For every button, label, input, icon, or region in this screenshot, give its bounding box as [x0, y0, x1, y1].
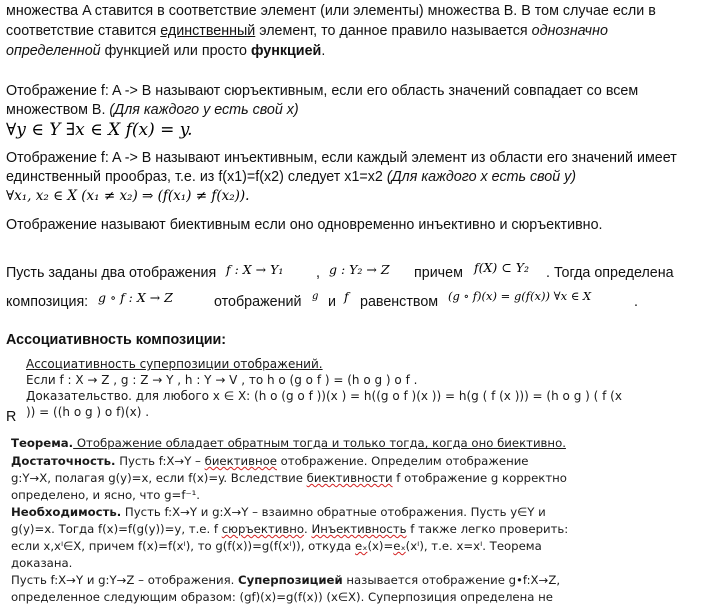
surjective-text: множеством B. — [6, 102, 110, 118]
theorem-line-6 — [11, 521, 568, 537]
assoc-heading: Ассоциативность композиции: — [6, 332, 227, 348]
bold-term: функцией — [250, 43, 322, 59]
intro-text: соответствие ставится — [6, 23, 161, 39]
intro-line-3 — [6, 42, 325, 60]
theorem-text: . — [304, 522, 312, 536]
theorem-line-1 — [11, 435, 566, 451]
theorem-text: отображение. Определим отображение — [276, 454, 529, 468]
theorem-text: (xᴵ), т.е. x=xᴵ. Теорема — [405, 539, 542, 553]
necessity-label: Необходимость. — [11, 505, 122, 519]
theorem-text: Отображение обладает обратным тогда и только тогда, когда оно биективно. — [73, 436, 566, 450]
composition-condition: f(X) ⊂ Y₂ — [474, 260, 529, 275]
composition-g: g — [312, 291, 319, 302]
theorem-line-8: доказана. — [11, 556, 73, 570]
stray-letter: R — [6, 409, 17, 425]
surjective-line-1: Отображение f: A -> B называют сюръективным, если его область значений совпадает со всем — [6, 83, 639, 99]
theorem-line-9 — [11, 572, 560, 588]
surjective-note: (Для каждого y есть свой x) — [109, 102, 299, 118]
theorem-text: Пусть f:X→Y и g:X→Y – взаимно обратные отображения. Пусть y∈Y и — [121, 505, 546, 519]
bijective-line: Отображение называют биективным если оно одновременно инъективно и сюръективно. — [6, 217, 603, 233]
composition-text-4: композиция: — [6, 294, 89, 310]
injective-formula: ∀x₁, x₂ ∈ X (x₁ ≠ x₂) ⇒ (f(x₁) ≠ f(x₂)). — [6, 188, 250, 204]
theorem-snippet-image — [9, 432, 701, 604]
sufficiency-label: Достаточность. — [11, 454, 116, 468]
composition-text-7: равенством — [360, 294, 439, 310]
period: . — [321, 43, 326, 59]
intro-text: элемент, то данное правило называется — [255, 23, 532, 39]
theorem-line-7 — [11, 538, 542, 554]
snippet-line-1: Если f : X → Z , g : Z → Y , h : Y → V , то h o (g o f ) = (h o g ) o f . — [26, 373, 418, 387]
theorem-label: Теорема. — [11, 436, 74, 450]
theorem-line-2 — [11, 453, 529, 469]
composition-g-map: g : Y₂ → Z — [329, 262, 390, 277]
theorem-line-4: определено, и ясно, что g=f⁻¹. — [11, 488, 201, 502]
italic-term: определенной — [6, 43, 101, 59]
italic-term: однозначно — [531, 23, 608, 39]
theorem-text: g:Y→X, полагая g(y)=x, если f(x)=y. Вследствие — [11, 471, 307, 485]
composition-f: f — [344, 289, 349, 304]
theorem-line-3 — [11, 470, 567, 486]
injective-text: единственный прообраз, т.е. из f(x1)=f(x2) следует x1=x2 — [6, 169, 387, 185]
intro-line-2 — [6, 22, 608, 40]
composition-equation: (g ∘ f)(x) = g(f(x)) ∀x ∈ X — [448, 289, 592, 303]
snippet-line-2: Доказательство. для любого x ∈ X: (h o (g o f ))(x ) = h((g o f )(x )) = h(g ( f (x ))) = (h o g ) ( f (x — [26, 389, 622, 403]
composition-text-6: и — [328, 294, 336, 310]
composition-comma: , — [316, 265, 320, 281]
theorem-text: f также легко проверить: — [406, 522, 569, 536]
surjective-formula: ∀y ∈ Y ∃x ∈ X f(x) = y. — [6, 120, 193, 140]
theorem-line-5 — [11, 504, 546, 520]
intro-text: функцией или просто — [100, 43, 251, 59]
theorem-text: Пусть f:X→Y – — [115, 454, 205, 468]
spellcheck-word: биективности — [306, 471, 393, 485]
composition-text-2: причем — [414, 265, 463, 281]
intro-line-1: множества A ставится в соответствие элемент (или элементы) множества B. В том случае если в — [6, 3, 656, 19]
composition-text-5: отображений — [214, 294, 302, 310]
composition-gof: g ∘ f : X → Z — [98, 290, 173, 305]
theorem-text: называется отображение g•f:X→Z, — [342, 573, 561, 587]
injective-line-1: Отображение f: A -> B называют инъективным, если каждый элемент из области его значений имеет — [6, 150, 677, 166]
theorem-line-10: определенное следующим образом: (gf)(x)=g(f(x)) (x∈X). Суперпозиция определена не — [11, 590, 553, 604]
composition-text-3: . Тогда определена — [546, 265, 674, 281]
composition-text-1: Пусть заданы два отображения — [6, 265, 217, 281]
injective-line-2 — [6, 168, 576, 186]
theorem-text: (x)= — [367, 539, 394, 553]
assoc-snippet-image — [22, 352, 686, 419]
spellcheck-word: сюръективно — [221, 522, 305, 536]
composition-dot: . — [634, 294, 638, 310]
spellcheck-word: eₓ — [355, 539, 368, 553]
composition-f-map: f : X → Y₁ — [226, 262, 284, 277]
spellcheck-word: eₓ — [393, 539, 406, 553]
spellcheck-word: Инъективность — [311, 522, 407, 536]
theorem-text: Пусть f:X→Y и g:Y→Z – отображения. — [11, 573, 239, 587]
surjective-line-2 — [6, 101, 299, 119]
spellcheck-word: биективное — [204, 454, 277, 468]
theorem-text: f отображение g корректно — [392, 471, 567, 485]
superposition-term: Суперпозицией — [238, 573, 343, 587]
theorem-text: если x,xᴵ∈X, причем f(x)=f(xᴵ), то g(f(x))=g(f(xᴵ)), откуда — [11, 539, 356, 553]
snippet-title: Ассоциативность суперпозиции отображений. — [26, 357, 323, 371]
underlined-term: единственный — [160, 23, 256, 39]
injective-note: (Для каждого x есть свой y) — [386, 169, 577, 185]
theorem-text: g(y)=x. Тогда f(x)=f(g(y))=y, т.е. f — [11, 522, 222, 536]
snippet-line-3: )) = ((h o g ) o f)(x) . — [26, 405, 150, 419]
